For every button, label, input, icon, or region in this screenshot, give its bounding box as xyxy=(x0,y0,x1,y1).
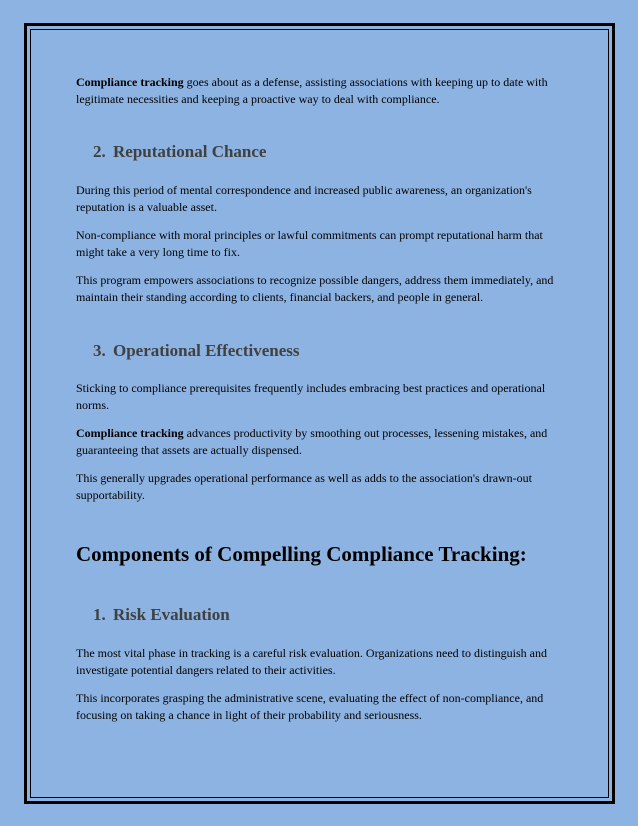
intro-text: goes about as a defense, assisting associations with keeping up to date with legitimate necessities and keeping a proactive way to deal with compliance. xyxy=(76,75,548,106)
paragraph: Non-compliance with moral principles or lawful commitments can prompt reputational harm that might take a very long time to fix. xyxy=(76,228,543,259)
paragraph: This generally upgrades operational performance as well as adds to the association's drawn-out supportability. xyxy=(76,471,533,502)
section-title: Risk Evaluation xyxy=(113,605,230,624)
section-heading-risk xyxy=(76,604,566,626)
paragraph: The most vital phase in tracking is a careful risk evaluation. Organizations need to distinguish and investigate potential dangers related to their activities. xyxy=(76,646,547,677)
section-heading-reputational xyxy=(76,141,566,163)
section-number: 3. xyxy=(93,341,106,360)
bold-term: Compliance tracking xyxy=(76,75,184,89)
paragraph: This program empowers associations to recognize possible dangers, address them immediately, and maintain their standing according to clients, financial backers, and people in general. xyxy=(76,273,554,304)
main-heading: Components of Compelling Compliance Tracking: xyxy=(76,542,527,566)
section-number: 2. xyxy=(93,142,106,161)
section-title: Operational Effectiveness xyxy=(113,341,300,360)
bold-term: Compliance tracking xyxy=(76,426,184,440)
paragraph: Sticking to compliance prerequisites frequently includes embracing best practices and operational norms. xyxy=(76,381,546,412)
page-content xyxy=(76,72,566,724)
section-title: Reputational Chance xyxy=(113,142,267,161)
paragraph xyxy=(76,425,566,459)
paragraph-text: advances productivity by smoothing out processes, lessening mistakes, and guaranteeing that assets are actually dispensed. xyxy=(76,426,548,457)
paragraph: This incorporates grasping the administrative scene, evaluating the effect of non-compliance, and focusing on taking a chance in light of their probability and seriousness. xyxy=(76,691,544,722)
intro-paragraph xyxy=(76,74,566,108)
section-heading-operational xyxy=(76,340,566,362)
paragraph: During this period of mental correspondence and increased public awareness, an organization's reputation is a valuable asset. xyxy=(76,183,532,214)
section-number: 1. xyxy=(93,605,106,624)
